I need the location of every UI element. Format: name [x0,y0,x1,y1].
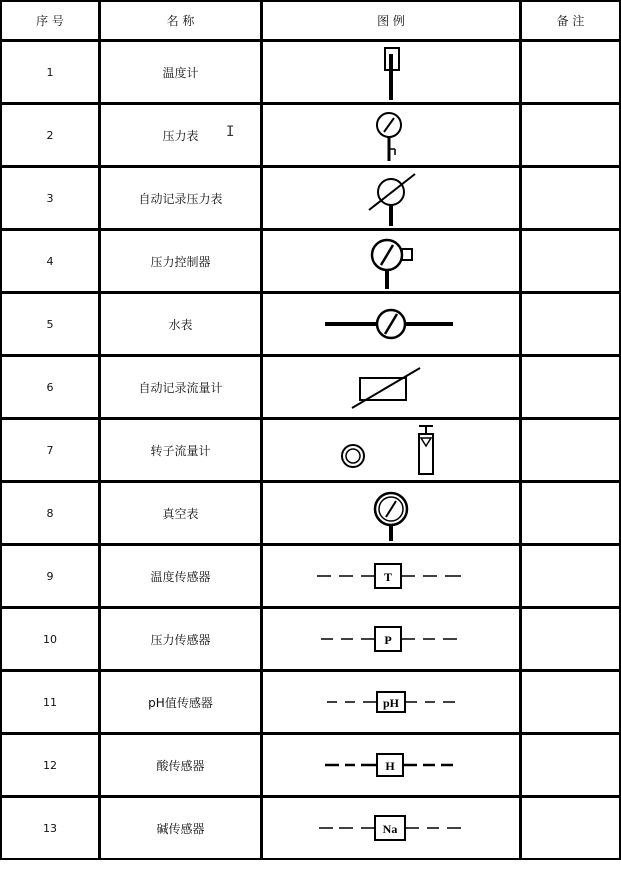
row-name: 转子流量计 [100,419,262,482]
table-row [1,671,621,734]
row-symbol [262,419,521,482]
table-row [1,41,621,104]
row-symbol [262,608,521,671]
row-number: 10 [1,608,100,671]
header-symbol: 图 例 [262,1,521,41]
table-row [1,608,621,671]
row-number: 9 [1,545,100,608]
row-name: 压力表 [100,104,262,167]
table-row [1,230,621,293]
row-number: 12 [1,734,100,797]
row-number: 7 [1,419,100,482]
row-number: 6 [1,356,100,419]
row-number: 5 [1,293,100,356]
row-remark [521,671,621,734]
row-symbol [262,230,521,293]
row-remark [521,104,621,167]
row-remark [521,482,621,545]
row-name: 水表 [100,293,262,356]
text-cursor-icon: I [226,124,235,140]
pressure-controller-icon [361,231,421,291]
row-name: 酸传感器 [100,734,262,797]
row-remark [521,734,621,797]
row-remark [521,230,621,293]
row-symbol [262,356,521,419]
row-remark [521,167,621,230]
table-row [1,482,621,545]
header-row [1,1,621,41]
row-remark [521,608,621,671]
header-name: 名 称 [100,1,262,41]
alkali-sensor-icon [311,808,471,848]
symbol-letter: P [384,633,392,647]
row-symbol [262,41,521,104]
table-row [1,356,621,419]
row-remark [521,419,621,482]
row-name: 压力传感器 [100,608,262,671]
row-symbol [262,167,521,230]
row-remark [521,293,621,356]
row-symbol [262,734,521,797]
table-row [1,797,621,860]
row-number: 4 [1,230,100,293]
row-remark [521,797,621,860]
symbol-letter: T [383,570,393,584]
table-row [1,293,621,356]
row-remark [521,356,621,419]
vacuum-gauge-icon [366,483,416,543]
table-row [1,419,621,482]
row-number: 11 [1,671,100,734]
row-symbol [262,293,521,356]
row-name: 碱传感器 [100,797,262,860]
row-number: 13 [1,797,100,860]
thermometer-icon [371,42,411,102]
table-row [1,104,621,167]
row-remark [521,545,621,608]
row-number: 2 [1,104,100,167]
pressure-gauge-icon [371,105,411,165]
row-symbol [262,545,521,608]
acid-sensor-icon [311,745,471,785]
row-name: 自动记录流量计 [100,356,262,419]
row-name: 自动记录压力表 [100,167,262,230]
row-number: 1 [1,41,100,104]
row-name: 真空表 [100,482,262,545]
row-name: 压力控制器 [100,230,262,293]
row-name: pH值传感器 [100,671,262,734]
table-row [1,734,621,797]
row-symbol [262,104,521,167]
row-number: 8 [1,482,100,545]
water-meter-icon [321,302,461,346]
recording-flowmeter-icon [346,362,436,412]
rotameter-icon [331,420,451,480]
row-name: 温度传感器 [100,545,262,608]
table-row [1,545,621,608]
pressure-sensor-icon [311,619,471,659]
row-number: 3 [1,167,100,230]
row-symbol [262,797,521,860]
temperature-sensor-icon [311,556,471,596]
row-name: 温度计 [100,41,262,104]
ph-sensor-icon [311,682,471,722]
symbol-letter: Na [382,822,398,836]
row-symbol [262,482,521,545]
table-row [1,167,621,230]
symbol-letter: pH [382,696,400,710]
header-index: 序 号 [1,1,100,41]
row-symbol [262,671,521,734]
recording-pressure-gauge-icon [361,168,421,228]
symbol-letter: H [385,759,395,773]
row-remark [521,41,621,104]
header-remark: 备 注 [521,1,621,41]
